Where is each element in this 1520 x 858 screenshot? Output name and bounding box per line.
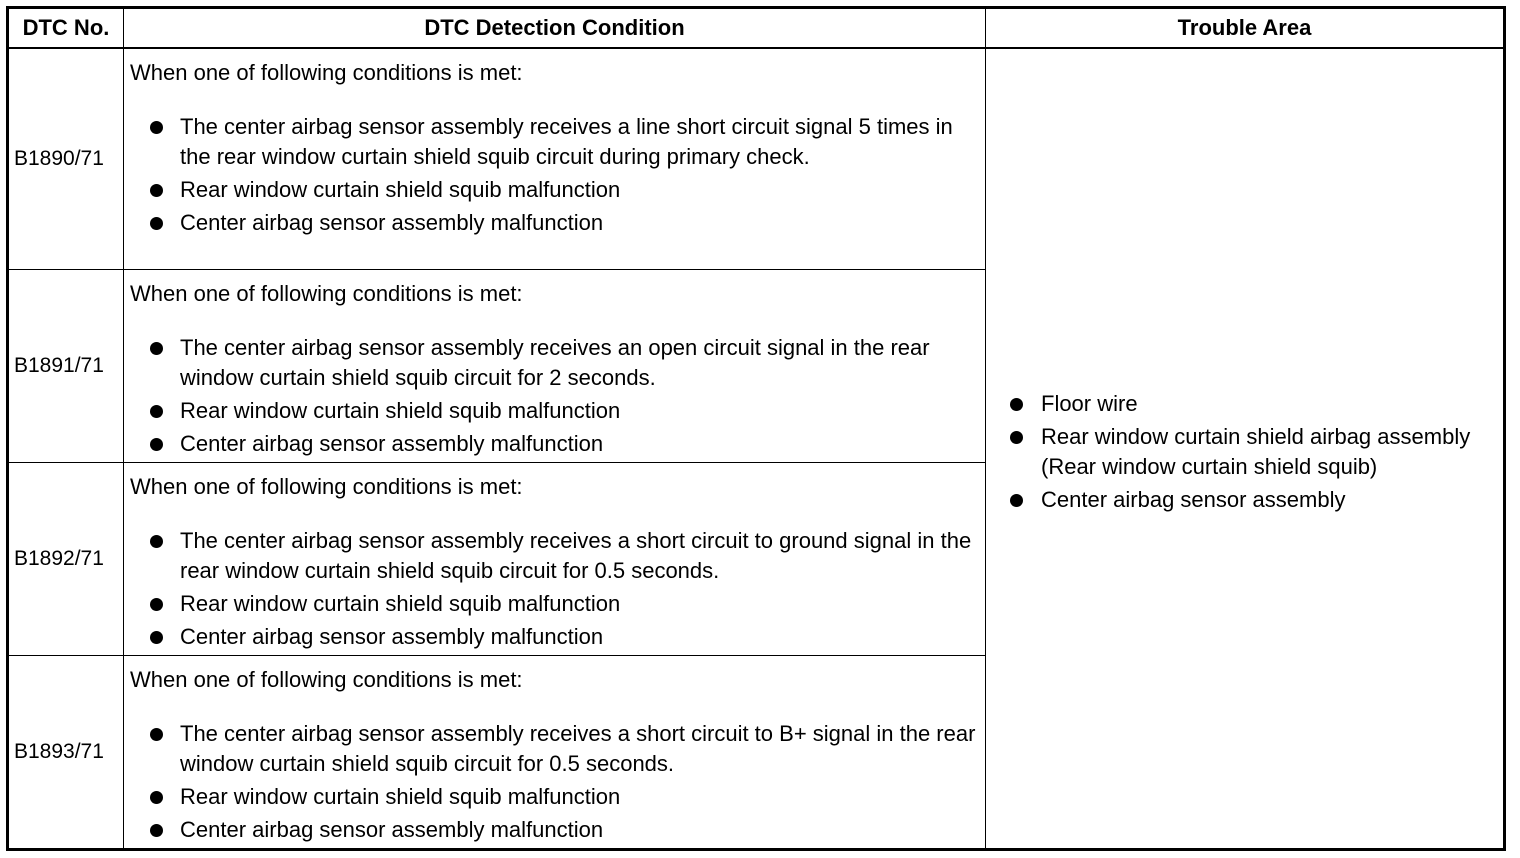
condition-item: The center airbag sensor assembly receives a short circuit to B+ signal in the rear window curtain shield squib circuit for 0.5 seconds. (130, 719, 985, 779)
trouble-area-item: Rear window curtain shield airbag assembly (Rear window curtain shield squib) (986, 422, 1503, 482)
bullet-icon (150, 824, 163, 837)
condition-item: Rear window curtain shield squib malfunction (130, 396, 985, 426)
condition-item: Center airbag sensor assembly malfunction (130, 622, 985, 652)
header-trouble-area: Trouble Area (986, 8, 1505, 49)
bullet-icon (150, 535, 163, 548)
table-row (8, 48, 1505, 269)
header-row (8, 8, 1505, 49)
condition-item: The center airbag sensor assembly receives an open circuit signal in the rear window curtain shield squib circuit for 2 seconds. (130, 333, 985, 393)
bullet-icon (150, 342, 163, 355)
condition-list (130, 719, 985, 845)
bullet-icon (150, 184, 163, 197)
bullet-icon (150, 438, 163, 451)
detection-condition-cell (124, 655, 986, 849)
detection-condition-cell (124, 462, 986, 655)
condition-item: The center airbag sensor assembly receives a line short circuit signal 5 times in the rear window curtain shield squib circuit during primary check. (130, 112, 985, 172)
dtc-table (6, 6, 1506, 851)
condition-item: Rear window curtain shield squib malfunction (130, 782, 985, 812)
dtc-code: B1891/71 (8, 269, 124, 462)
condition-item: Center airbag sensor assembly malfunction (130, 208, 985, 238)
condition-intro: When one of following conditions is met: (130, 60, 523, 85)
condition-item: Center airbag sensor assembly malfunction (130, 815, 985, 845)
bullet-icon (150, 791, 163, 804)
condition-item: Rear window curtain shield squib malfunction (130, 175, 985, 205)
condition-list (130, 526, 985, 652)
condition-item: The center airbag sensor assembly receives a short circuit to ground signal in the rear window curtain shield squib circuit for 0.5 seconds. (130, 526, 985, 586)
condition-item: Rear window curtain shield squib malfunction (130, 589, 985, 619)
dtc-code: B1890/71 (8, 48, 124, 269)
bullet-icon (150, 217, 163, 230)
trouble-area-cell (986, 48, 1505, 850)
header-detection-condition: DTC Detection Condition (124, 8, 986, 49)
condition-intro: When one of following conditions is met: (130, 473, 523, 499)
trouble-area-item: Center airbag sensor assembly (986, 485, 1503, 515)
bullet-icon (1010, 431, 1023, 444)
bullet-icon (1010, 398, 1023, 411)
bullet-icon (1010, 494, 1023, 507)
condition-intro: When one of following conditions is met: (130, 666, 523, 692)
detection-condition-cell (124, 269, 986, 462)
bullet-icon (150, 598, 163, 611)
condition-intro: When one of following conditions is met: (130, 280, 523, 306)
condition-list (130, 333, 985, 459)
condition-item: Center airbag sensor assembly malfunction (130, 429, 985, 459)
trouble-area-list (986, 389, 1503, 515)
dtc-code: B1893/71 (8, 655, 124, 849)
dtc-code: B1892/71 (8, 462, 124, 655)
trouble-area-item: Floor wire (986, 389, 1503, 419)
bullet-icon (150, 121, 163, 134)
bullet-icon (150, 631, 163, 644)
bullet-icon (150, 405, 163, 418)
header-dtc-no: DTC No. (8, 8, 124, 49)
bullet-icon (150, 728, 163, 741)
condition-list (130, 112, 985, 238)
detection-condition-cell (124, 48, 986, 269)
